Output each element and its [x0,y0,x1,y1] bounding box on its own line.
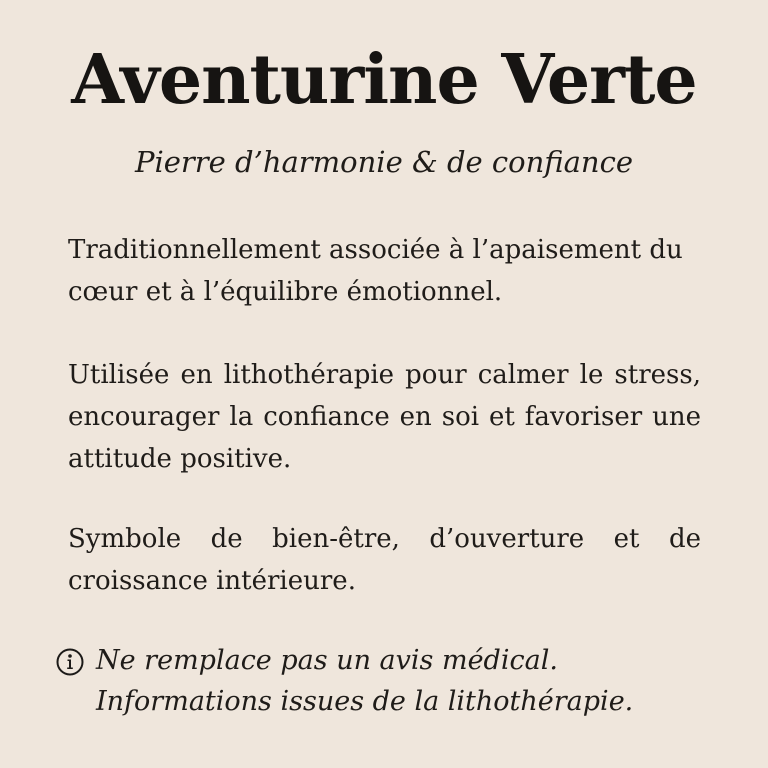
info-icon [56,648,84,676]
page-subtitle: Pierre d’harmonie & de confiance [134,145,634,179]
paragraph-emotional-balance: Traditionnellement associée à l’apaisement du cœur et à l’équilibre émotionnel. [68,235,683,307]
paragraph-lithotherapy-use: Utilisée en lithothérapie pour calmer le stress, encourager la confiance en soi et favoriser une attitude positive. [68,360,701,474]
paragraph-symbolism: Symbole de bien-être, d’ouverture et de croissance intérieure. [68,524,701,596]
disclaimer-text: Ne remplace pas un avis médical. Informations issues de la lithothérapie. [96,645,634,717]
page-title: Aventurine Verte [71,40,697,120]
